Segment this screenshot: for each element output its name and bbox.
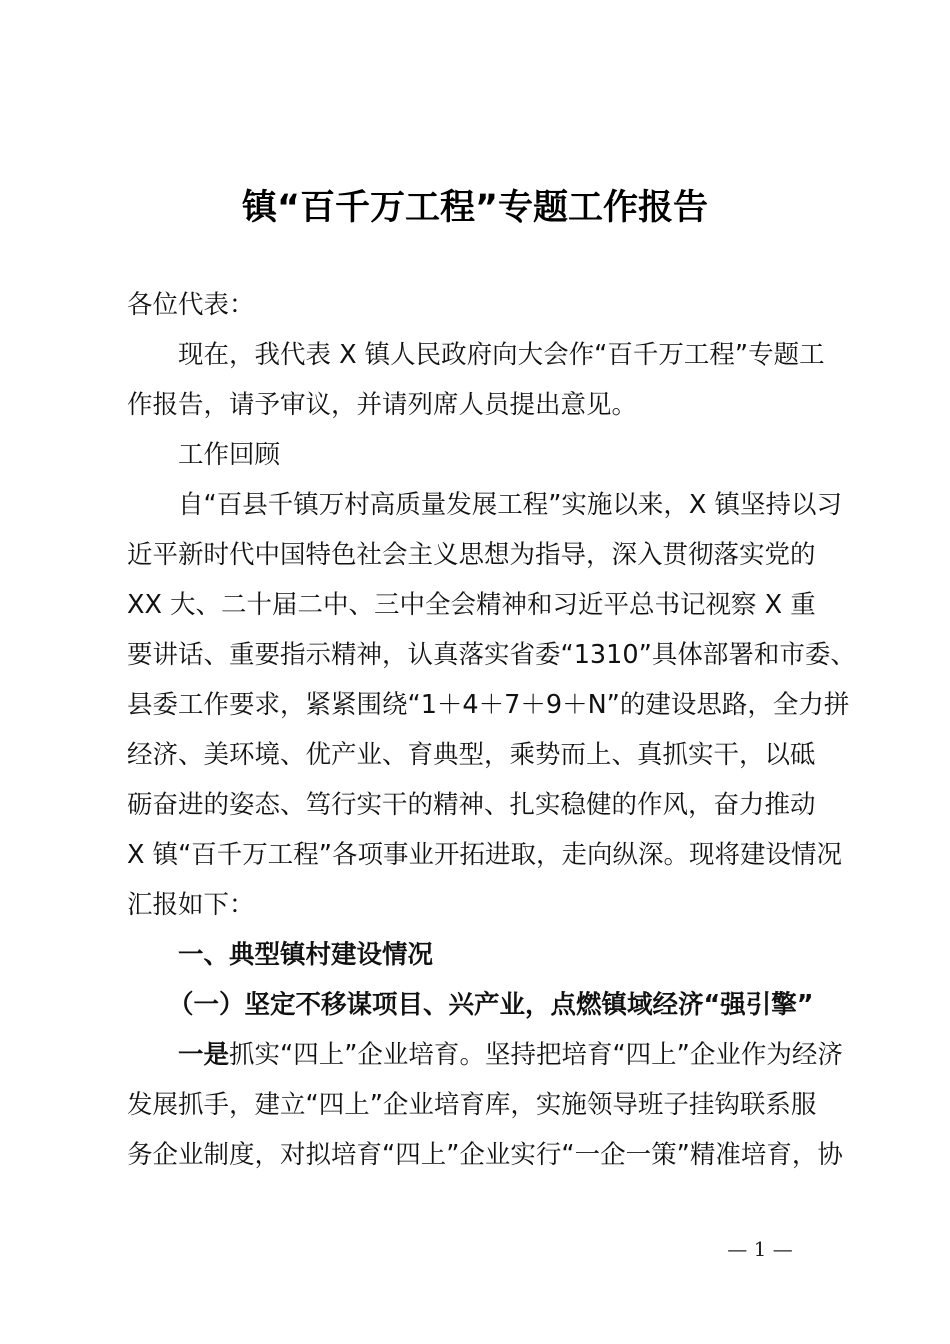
- item-1-lead: 一是: [178, 1040, 230, 1070]
- intro-line-2: 作报告，请予审议，并请列席人员提出意见。: [127, 390, 638, 420]
- heading-level-1: 一、典型镇村建设情况: [178, 940, 434, 970]
- heading-level-2: （一）坚定不移谋项目、兴产业，点燃镇域经济“强引擎”: [168, 990, 814, 1020]
- item-1-line-2: 发展抓手，建立“四上”企业培育库，实施领导班子挂钩联系服: [127, 1090, 817, 1120]
- item-1-line-3: 务企业制度，对拟培育“四上”企业实行“一企一策”精准培育，协: [127, 1140, 843, 1170]
- section-review-heading: 工作回顾: [178, 440, 281, 470]
- page-number: — 1 —: [727, 1237, 793, 1261]
- intro-line-1: 现在，我代表 X 镇人民政府向大会作“百千万工程”专题工: [178, 340, 825, 370]
- review-line-8: X 镇“百千万工程”各项事业开拓进取，走向纵深。现将建设情况: [127, 840, 842, 870]
- review-line-7: 砺奋进的姿态、笃行实干的精神、扎实稳健的作风，奋力推动: [127, 790, 816, 820]
- salutation: 各位代表：: [127, 290, 255, 320]
- review-line-5: 县委工作要求，紧紧围绕“1＋4＋7＋9＋N”的建设思路，全力拼: [127, 690, 850, 720]
- item-1-line-1: [178, 1037, 843, 1073]
- review-line-1: 自“百县千镇万村高质量发展工程”实施以来，X 镇坚持以习: [178, 490, 842, 520]
- review-line-2: 近平新时代中国特色社会主义思想为指导，深入贯彻落实党的: [127, 540, 816, 570]
- review-line-6: 经济、美环境、优产业、育典型，乘势而上、真抓实干，以砥: [127, 740, 816, 770]
- document-title: 镇“百千万工程”专题工作报告: [241, 188, 708, 228]
- review-line-9: 汇报如下：: [127, 890, 255, 920]
- item-1-first-line-text: 抓实“四上”企业培育。坚持把培育“四上”企业作为经济: [229, 1040, 843, 1070]
- review-line-4: 要讲话、重要指示精神，认真落实省委“1310”具体部署和市委、: [127, 640, 856, 670]
- review-line-3: XX 大、二十届二中、三中全会精神和习近平总书记视察 X 重: [127, 590, 816, 620]
